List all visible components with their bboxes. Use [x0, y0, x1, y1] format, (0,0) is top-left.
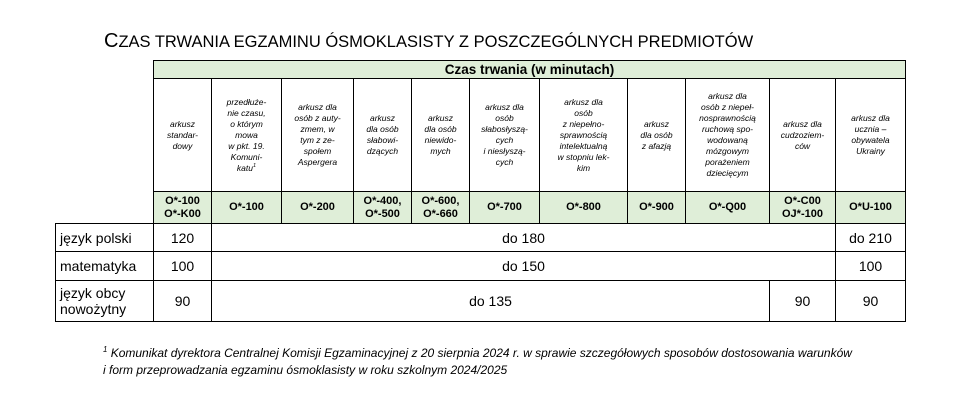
row-ukraine-value: 100	[836, 252, 906, 281]
row-standard-value: 120	[154, 224, 212, 252]
row-subject: język polski	[56, 224, 154, 252]
col-desc-9: arkusz dla cudzoziem- ców	[770, 79, 836, 192]
col-desc-1: przedłuże- nie czasu, o którym mowa w pkt. 19. Komuni- katu$^1$	[212, 79, 282, 192]
footnote-ref: 1	[253, 162, 257, 169]
row-middle-value: do 150	[212, 252, 836, 281]
title-first-letter: C	[104, 30, 119, 52]
page-title	[104, 30, 753, 53]
col-desc-10: arkusz dla ucznia – obywatela Ukrainy	[836, 79, 906, 192]
exam-duration-table	[55, 60, 906, 322]
row-ukraine-value: do 210	[836, 224, 906, 252]
col-code-4: O*-600, O*-660	[412, 192, 470, 224]
col-desc-2: arkusz dla osób z auty- zmem, w tym z ze- społem Aspergera	[282, 79, 354, 192]
row-ukraine-value: 90	[836, 281, 906, 322]
col-desc-3: arkusz dla osób słabowi- dzących	[354, 79, 412, 192]
row-standard-value: 90	[154, 281, 212, 322]
title-rest: ZAS TRWANIA EGZAMINU ÓSMOKLASISTY Z POSZCZEGÓLNYCH PREDMIOTÓW	[118, 33, 754, 51]
col-code-7: O*-900	[628, 192, 686, 224]
row-standard-value: 100	[154, 252, 212, 281]
table-row	[56, 281, 906, 322]
col-desc-8: arkusz dla osób z niepeł- nosprawnością ruchową spo- wodowaną mózgowym porażeniem dziecięcym	[686, 79, 770, 192]
col-code-10: O*U-100	[836, 192, 906, 224]
col-code-6: O*-800	[540, 192, 628, 224]
row-middle-value: do 180	[212, 224, 836, 252]
col-code-1: O*-100	[212, 192, 282, 224]
col-desc-7: arkusz dla osób z afazją	[628, 79, 686, 192]
row-subject: matematyka	[56, 252, 154, 281]
col-desc-0: arkusz standar- dowy	[154, 79, 212, 192]
corner-blank-cell	[56, 61, 154, 224]
table-row	[56, 224, 906, 252]
col-desc-4: arkusz dla osób niewido- mych	[412, 79, 470, 192]
footnote	[103, 345, 852, 379]
footnote-line-2: i form przeprowadzania egzaminu ósmoklasisty w roku szkolnym 2024/2025	[103, 363, 508, 377]
col-code-0: O*-100 O*-K00	[154, 192, 212, 224]
col-desc-5: arkusz dla osób słabosłyszą- cych i niesłyszą- cych	[470, 79, 540, 192]
col-code-2: O*-200	[282, 192, 354, 224]
group-header: Czas trwania (w minutach)	[154, 61, 906, 79]
col-code-8: O*-Q00	[686, 192, 770, 224]
table-row	[56, 252, 906, 281]
col-desc-6: arkusz dla osób z niepełno- sprawnością intelektualną w stopniu lek- kim	[540, 79, 628, 192]
row-foreigners-value: 90	[770, 281, 836, 322]
col-code-5: O*-700	[470, 192, 540, 224]
row-subject: język obcy nowożytny	[56, 281, 154, 322]
col-code-9: O*-C00 OJ*-100	[770, 192, 836, 224]
footnote-line-1: $^1$ Komunikat dyrektora Centralnej Komisji Egzaminacyjnej z 20 sierpnia 2024 r. w sprawie szczegółowych sposobów dostosowania warunków	[103, 345, 852, 360]
col-code-3: O*-400, O*-500	[354, 192, 412, 224]
footnote-marker: 1	[103, 345, 108, 354]
row-middle-value: do 135	[212, 281, 770, 322]
